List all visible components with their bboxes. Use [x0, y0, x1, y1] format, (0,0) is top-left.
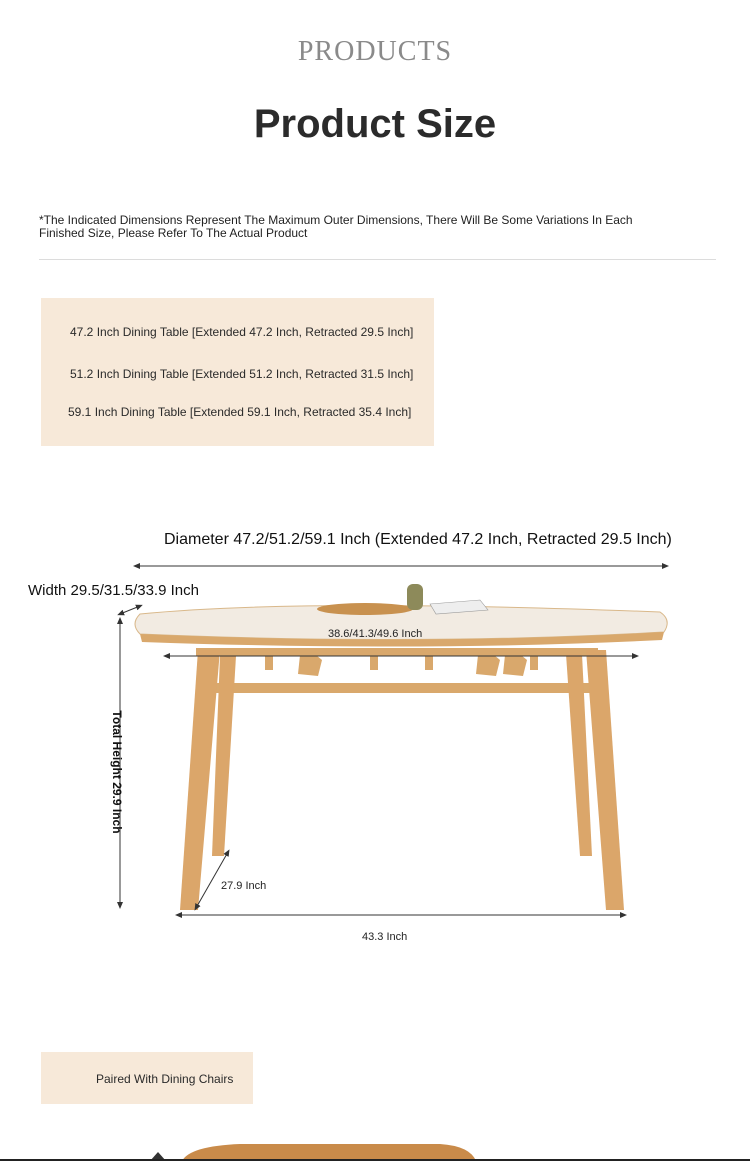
height-label: Total Height 29.9 Inch: [110, 710, 124, 834]
chairs-section-tag: [41, 1052, 253, 1104]
size-option-59: 59.1 Inch Dining Table [Extended 59.1 Inch, Retracted 35.4 Inch]: [68, 405, 412, 419]
page-title: Product Size: [253, 102, 497, 146]
chairs-label: Paired With Dining Chairs: [96, 1072, 234, 1086]
size-option-51: 51.2 Inch Dining Table [Extended 51.2 Inch, Retracted 31.5 Inch]: [70, 367, 414, 381]
width-label: Width 29.5/31.5/33.9 Inch: [28, 582, 199, 599]
diameter-label: Diameter 47.2/51.2/59.1 Inch (Extended 47.2 Inch, Retracted 29.5 Inch): [164, 531, 672, 548]
leg-depth-label: 27.9 Inch: [221, 880, 267, 892]
dimension-disclaimer: *The Indicated Dimensions Represent The Maximum Outer Dimensions, There Will Be Some Variations In Each Finished Size, Please Refer To The Actual Product: [39, 213, 633, 240]
chair-preview: [0, 1144, 750, 1161]
tabletop-decor: [317, 584, 488, 615]
inner-length-label: 38.6/41.3/49.6 Inch: [328, 628, 423, 640]
size-option-47: 47.2 Inch Dining Table [Extended 47.2 Inch, Retracted 29.5 Inch]: [70, 325, 414, 339]
section-label: PRODUCTS: [297, 36, 453, 67]
table-frame: [196, 648, 598, 693]
width-dimension-line: [120, 606, 140, 614]
bottom-length-label: 43.3 Inch: [362, 931, 408, 943]
